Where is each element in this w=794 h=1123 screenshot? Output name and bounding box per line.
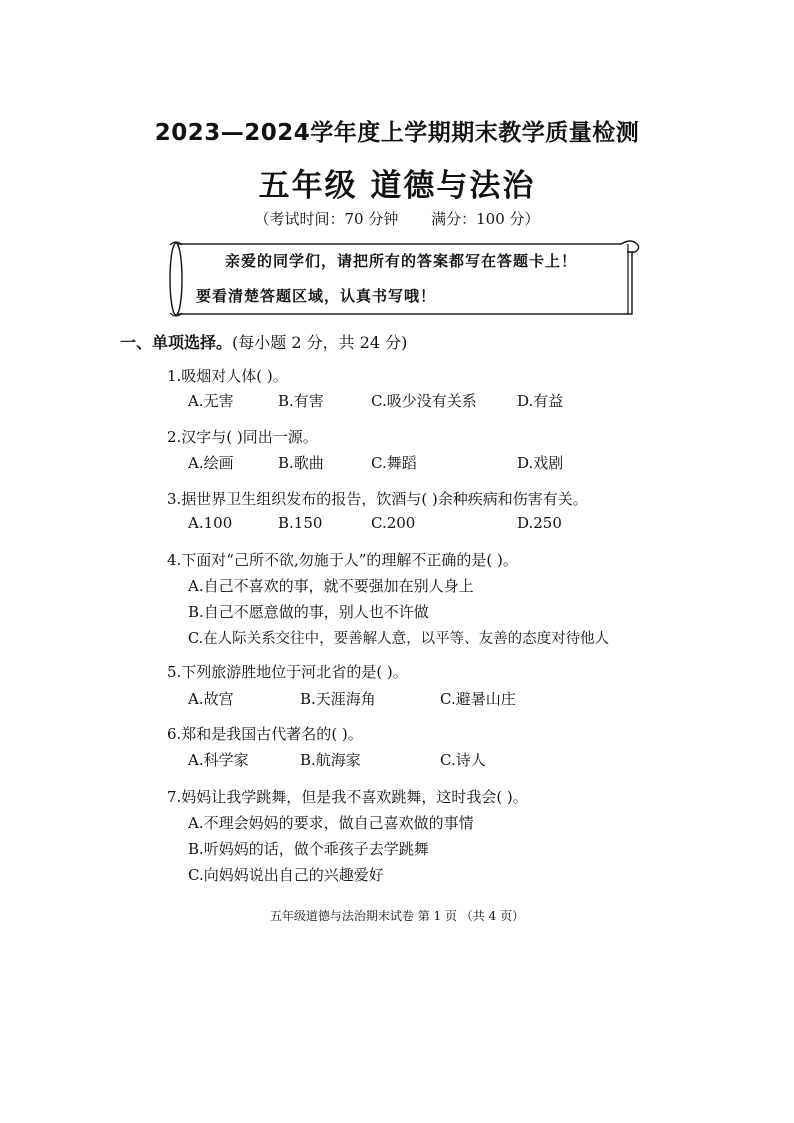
option-c: C.向妈妈说出自己的兴趣爱好 xyxy=(188,866,384,884)
option-d: D.有益 xyxy=(517,392,564,410)
notice-line-1: 亲爱的同学们，请把所有的答案都写在答题卡上！ xyxy=(225,252,578,270)
option-a: A.科学家 xyxy=(188,751,249,769)
question-stem: 6.郑和是我国古代著名的( )。 xyxy=(167,725,363,743)
option-c: C.200 xyxy=(371,514,416,532)
option-b: B.天涯海角 xyxy=(300,690,376,708)
option-b: B.有害 xyxy=(278,392,324,410)
exam-meta xyxy=(0,208,794,229)
question-stem: 4.下面对“己所不欲,勿施于人”的理解不正确的是( )。 xyxy=(167,551,518,569)
question-stem: 3.据世界卫生组织发布的报告，饮酒与( )余种疾病和伤害有关。 xyxy=(167,490,588,508)
option-c: C.舞蹈 xyxy=(371,454,417,472)
option-a: A.不理会妈妈的要求，做自己喜欢做的事情 xyxy=(188,814,474,832)
section-note: (每小题 2 分，共 24 分) xyxy=(232,333,408,352)
question-stem: 7.妈妈让我学跳舞，但是我不喜欢跳舞，这时我会( )。 xyxy=(167,788,528,806)
option-d: D.250 xyxy=(517,514,562,532)
option-a: A.100 xyxy=(188,514,233,532)
section-title: 一、单项选择。 xyxy=(120,333,233,352)
question-stem: 5.下列旅游胜地位于河北省的是( )。 xyxy=(167,663,408,681)
question-stem: 2.汉字与( )同出一源。 xyxy=(167,428,318,446)
option-b: B.航海家 xyxy=(300,751,361,769)
option-c: C.在人际关系交往中，要善解人意，以平等、友善的态度对待他人 xyxy=(188,631,610,647)
notice-line-2: 要看清楚答题区域，认真书写哦！ xyxy=(196,287,437,305)
option-b: B.150 xyxy=(278,514,323,532)
question-stem: 1.吸烟对人体( )。 xyxy=(167,367,288,385)
option-a: A.自己不喜欢的事，就不要强加在别人身上 xyxy=(188,577,474,595)
option-b: B.自己不愿意做的事，别人也不许做 xyxy=(188,603,429,621)
page-footer: 五年级道德与法治期末试卷 第 1 页 （共 4 页） xyxy=(269,909,525,923)
section-heading xyxy=(120,330,407,353)
option-b: B.听妈妈的话，做个乖孩子去学跳舞 xyxy=(188,840,429,858)
exam-score: 满分：100 分） xyxy=(431,210,540,228)
option-b: B.歌曲 xyxy=(278,454,324,472)
exam-time: （考试时间：70 分钟 xyxy=(254,210,399,228)
option-a: A.绘画 xyxy=(188,454,234,472)
exam-title: 2023—2024学年度上学期期末教学质量检测 xyxy=(154,120,640,146)
option-c: C.吸少没有关系 xyxy=(371,392,477,410)
option-a: A.故宫 xyxy=(188,690,234,708)
option-c: C.诗人 xyxy=(440,751,486,769)
option-d: D.戏剧 xyxy=(517,454,564,472)
option-a: A.无害 xyxy=(188,392,234,410)
exam-subtitle: 五年级 道德与法治 xyxy=(258,168,536,204)
option-c: C.避暑山庄 xyxy=(440,690,516,708)
